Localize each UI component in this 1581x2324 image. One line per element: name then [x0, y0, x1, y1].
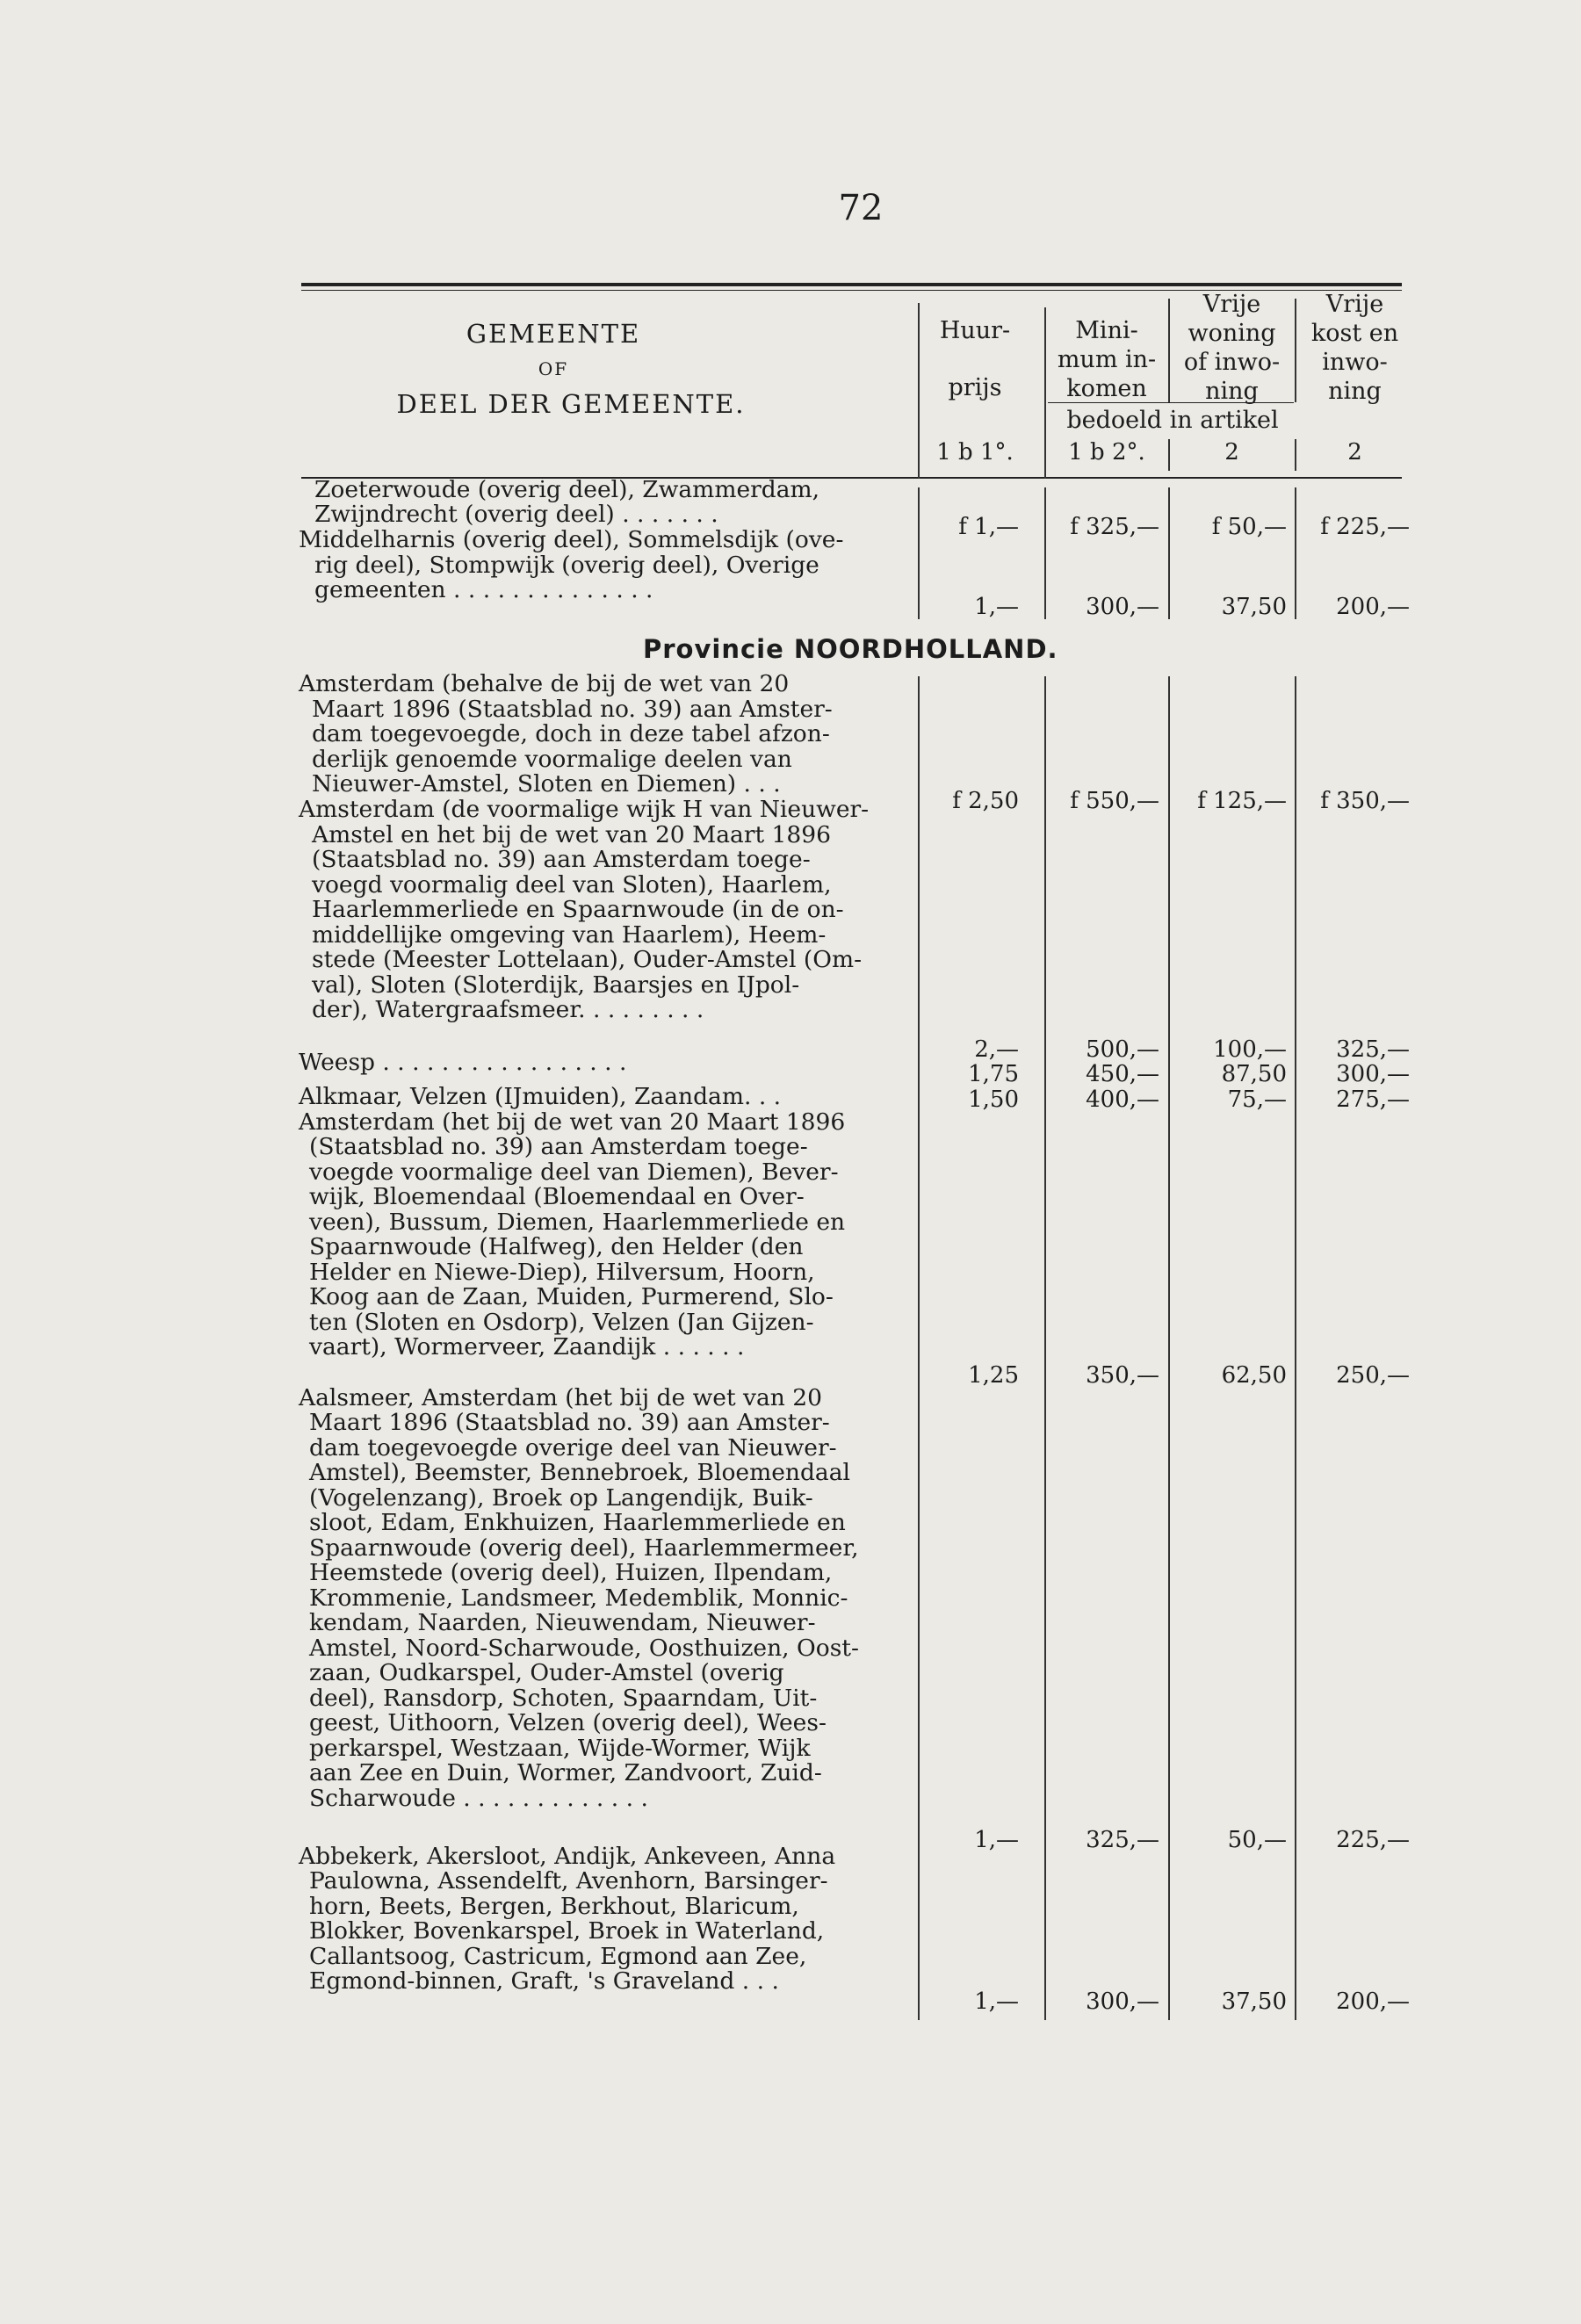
entry-line: zaan, Oudkarspel, Ouder-Amstel (overig	[309, 1659, 784, 1686]
section-title: Provincie NOORDHOLLAND.	[643, 634, 1058, 664]
entry-line: gemeenten . . . . . . . . . . . . . .	[314, 576, 653, 603]
header-kost-4: ning	[1328, 378, 1382, 405]
header-minimum-3: komen	[1066, 375, 1147, 402]
value-kost: 275,—	[1336, 1086, 1410, 1113]
entry-line: Spaarnwoude (overig deel), Haarlemmermeer,	[309, 1534, 859, 1562]
entry-line: Heemstede (overig deel), Huizen, Ilpendam,	[309, 1559, 833, 1586]
value-woning: 37,50	[1221, 1988, 1287, 2015]
value-minimum: f 325,—	[1070, 514, 1159, 540]
entry-line: rig deel), Stompwijk (overig deel), Overige	[314, 552, 819, 579]
entry-line: Weesp . . . . . . . . . . . . . . . . .	[299, 1049, 627, 1076]
value-huurprijs: 1,75	[968, 1061, 1019, 1087]
entry-line: aan Zee en Duin, Wormer, Zandvoort, Zuid-	[309, 1759, 822, 1786]
entry-line: ten (Sloten en Osdorp), Velzen (Jan Gijzen-	[309, 1309, 814, 1336]
header-gemeente: GEMEENTE	[466, 319, 641, 349]
value-kost: 300,—	[1336, 1061, 1410, 1087]
entry-line: (Vogelenzang), Broek op Langendijk, Buik-	[309, 1484, 813, 1512]
value-kost: 200,—	[1336, 1988, 1410, 2015]
entry-line: Amstel, Noord-Scharwoude, Oosthuizen, Oost-	[309, 1635, 859, 1662]
entry-line: Maart 1896 (Staatsblad no. 39) aan Amster-	[309, 1409, 830, 1436]
entry-line: Nieuwer-Amstel, Sloten en Diemen) . . .	[312, 770, 781, 798]
entry-line: vaart), Wormerveer, Zaandijk . . . . . .	[309, 1333, 745, 1360]
value-kost: 200,—	[1336, 594, 1410, 620]
col-divider	[1168, 676, 1170, 2020]
value-minimum: 450,—	[1086, 1061, 1159, 1087]
entry-line: Helder en Niewe-Diep), Hilversum, Hoorn,	[309, 1259, 815, 1286]
entry-line: Alkmaar, Velzen (IJmuiden), Zaandam. . .	[299, 1083, 782, 1110]
header-deel: DEEL DER GEMEENTE.	[396, 389, 746, 419]
header-woning-4: ning	[1205, 378, 1259, 405]
value-huurprijs: 1,—	[974, 1827, 1019, 1853]
value-woning: f 125,—	[1197, 788, 1287, 814]
value-huurprijs: f 1,—	[958, 514, 1019, 540]
entry-line: derlijk genoemde voormalige deelen van	[312, 746, 792, 773]
value-huurprijs: f 2,50	[952, 788, 1019, 814]
entry-line: Callantsoog, Castricum, Egmond aan Zee,	[309, 1943, 807, 1970]
col-divider	[1295, 676, 1296, 2020]
value-woning: 100,—	[1213, 1036, 1287, 1063]
col-divider	[918, 303, 920, 479]
value-minimum: 500,—	[1086, 1036, 1159, 1063]
value-woning: f 50,—	[1211, 514, 1287, 540]
header-bedoeld: bedoeld in artikel	[1066, 407, 1279, 434]
col-divider	[1295, 439, 1296, 471]
entry-line: geest, Uithoorn, Velzen (overig deel), Wees-	[309, 1709, 827, 1736]
entry-line: sloot, Edam, Enkhuizen, Haarlemmerliede en	[309, 1509, 846, 1536]
header-huurprijs-2: prijs	[948, 374, 1002, 401]
col-divider	[1168, 439, 1170, 471]
entry-line: Paulowna, Assendelft, Avenhorn, Barsinger-	[309, 1867, 828, 1895]
header-of: OF	[538, 358, 569, 379]
col-divider	[1044, 307, 1046, 479]
header-woning-1: Vrije	[1202, 291, 1261, 318]
entry-line: Aalsmeer, Amsterdam (het bij de wet van 20	[299, 1384, 823, 1411]
entry-line: kendam, Naarden, Nieuwendam, Nieuwer-	[309, 1609, 816, 1636]
entry-line: voegde voormalige deel van Diemen), Bever-	[309, 1158, 839, 1186]
entry-line: voegd voormalig deel van Sloten), Haarlem,	[312, 871, 832, 899]
value-huurprijs: 1,—	[974, 594, 1019, 620]
entry-line: horn, Beets, Bergen, Berkhout, Blaricum,	[309, 1893, 799, 1920]
entry-line: Koog aan de Zaan, Muiden, Purmerend, Slo-	[309, 1283, 834, 1310]
header-kost-2: kost en	[1310, 320, 1399, 347]
header-minimum-2: mum in-	[1057, 346, 1157, 373]
entry-line: Amsterdam (behalve de bij de wet van 20	[299, 670, 790, 697]
entry-line: dam toegevoegde, doch in deze tabel afzon-	[312, 720, 830, 747]
entry-line: Amstel en het bij de wet van 20 Maart 1896	[312, 821, 831, 848]
value-minimum: 400,—	[1086, 1086, 1159, 1113]
entry-line: Amsterdam (het bij de wet van 20 Maart 1896	[299, 1108, 846, 1136]
entry-line: Egmond-binnen, Graft, 's Graveland . . .	[309, 1967, 779, 1995]
value-huurprijs: 1,—	[974, 1988, 1019, 2015]
entry-line: perkarspel, Westzaan, Wijde-Wormer, Wijk	[309, 1735, 811, 1762]
entry-line: Zwijndrecht (overig deel) . . . . . . .	[314, 501, 718, 528]
entry-line: (Staatsblad no. 39) aan Amsterdam toege-	[309, 1133, 808, 1160]
header-woning-3: of inwo-	[1183, 349, 1281, 376]
col-divider	[1044, 676, 1046, 2020]
value-huurprijs: 2,—	[974, 1036, 1019, 1063]
entry-line: wijk, Bloemendaal (Bloemendaal en Over-	[309, 1183, 805, 1210]
value-minimum: f 550,—	[1070, 788, 1159, 814]
col-divider	[1295, 299, 1296, 402]
value-woning: 50,—	[1227, 1827, 1287, 1853]
col-divider	[918, 676, 920, 2020]
entry-line: middellijke omgeving van Haarlem), Heem-	[312, 921, 827, 949]
value-woning: 62,50	[1221, 1362, 1287, 1389]
value-kost: f 225,—	[1320, 514, 1410, 540]
header-art-2: 1 b 2°.	[1068, 439, 1145, 466]
entry-line: dam toegevoegde overige deel van Nieuwer-	[309, 1434, 837, 1462]
entry-line: der), Watergraafsmeer. . . . . . . . .	[312, 996, 704, 1023]
header-minimum-1: Mini-	[1075, 317, 1138, 344]
header-woning-2: woning	[1188, 320, 1276, 347]
value-woning: 37,50	[1221, 594, 1287, 620]
entry-line: veen), Bussum, Diemen, Haarlemmerliede en	[309, 1209, 846, 1236]
header-art-3: 2	[1224, 439, 1239, 466]
header-art-4: 2	[1347, 439, 1362, 466]
value-huurprijs: 1,50	[968, 1086, 1019, 1113]
header-huurprijs-1: Huur-	[939, 317, 1011, 344]
top-rule	[301, 283, 1402, 286]
entry-line: (Staatsblad no. 39) aan Amsterdam toege-	[312, 846, 811, 873]
entry-line: Middelharnis (overig deel), Sommelsdijk (ove-	[299, 526, 844, 553]
header-kost-1: Vrije	[1325, 291, 1384, 318]
value-kost: 325,—	[1336, 1036, 1410, 1063]
entry-line: Abbekerk, Akersloot, Andijk, Ankeveen, Anna	[299, 1843, 836, 1870]
header-art-1: 1 b 1°.	[936, 439, 1014, 466]
entry-line: Zoeterwoude (overig deel), Zwammerdam,	[314, 476, 820, 503]
page-number: 72	[838, 188, 884, 228]
value-minimum: 300,—	[1086, 1988, 1159, 2015]
entry-line: stede (Meester Lottelaan), Ouder-Amstel (Om-	[312, 946, 863, 973]
entry-line: Spaarnwoude (Halfweg), den Helder (den	[309, 1233, 804, 1260]
entry-line: Haarlemmerliede en Spaarnwoude (in de on-	[312, 896, 844, 923]
entry-line: Scharwoude . . . . . . . . . . . . .	[309, 1785, 648, 1812]
entry-line: Krommenie, Landsmeer, Medemblik, Monnic-	[309, 1584, 848, 1612]
entry-line: Blokker, Bovenkarspel, Broek in Waterland,	[309, 1917, 825, 1945]
entry-line: Amstel), Beemster, Bennebroek, Bloemendaal	[309, 1459, 851, 1486]
value-woning: 87,50	[1221, 1061, 1287, 1087]
value-huurprijs: 1,25	[968, 1362, 1019, 1389]
value-kost: f 350,—	[1320, 788, 1410, 814]
header-kost-3: inwo-	[1322, 349, 1388, 376]
value-minimum: 300,—	[1086, 594, 1159, 620]
value-kost: 225,—	[1336, 1827, 1410, 1853]
col-divider	[1168, 299, 1170, 402]
value-woning: 75,—	[1227, 1086, 1287, 1113]
entry-line: val), Sloten (Sloterdijk, Baarsjes en IJpol-	[312, 971, 800, 999]
value-minimum: 350,—	[1086, 1362, 1159, 1389]
entry-line: deel), Ransdorp, Schoten, Spaarndam, Uit-	[309, 1685, 818, 1712]
value-kost: 250,—	[1336, 1362, 1410, 1389]
entry-line: Amsterdam (de voormalige wijk H van Nieuwer-	[299, 796, 870, 823]
entry-line: Maart 1896 (Staatsblad no. 39) aan Amster-	[312, 696, 833, 723]
value-minimum: 325,—	[1086, 1827, 1159, 1853]
